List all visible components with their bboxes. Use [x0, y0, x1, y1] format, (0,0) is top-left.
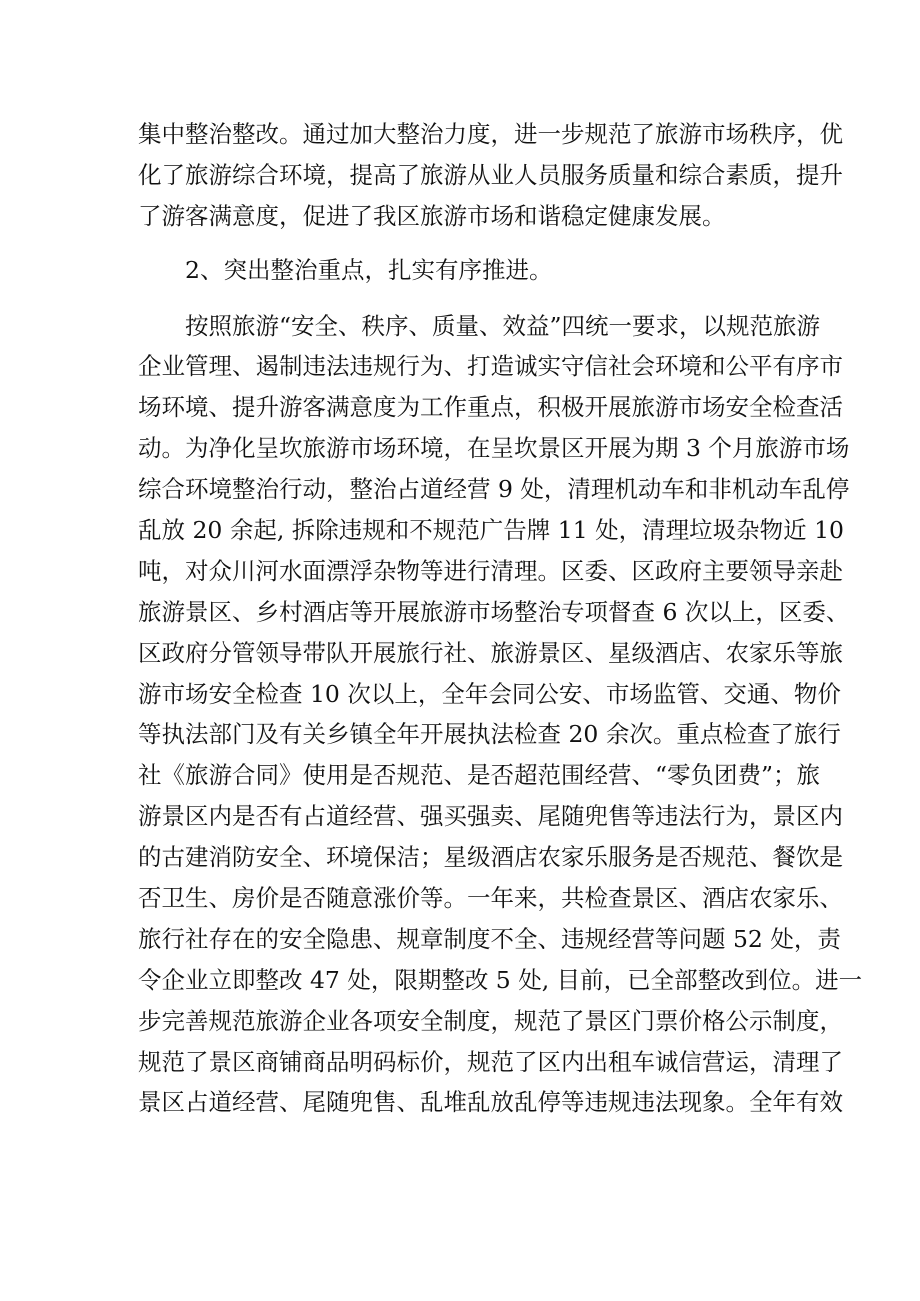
text-line: 按照旅游“安全、秩序、质量、效益”四统一要求，以规范旅游 — [185, 311, 821, 340]
paragraph-1 — [138, 114, 843, 237]
text-line: 的古建消防安全、环境保洁；星级酒店农家乐服务是否规范、餐饮是 — [138, 843, 843, 872]
text-line: 场环境、提升游客满意度为工作重点，积极开展旅游市场安全检查活 — [138, 393, 843, 422]
text-line: 游市场安全检查 10 次以上，全年会同公安、市场监管、交通、物价 — [138, 679, 841, 708]
text-line: 社《旅游合同》使用是否规范、是否超范围经营、“零负团费”；旅 — [138, 761, 821, 790]
text-line: 动。为净化呈坎旅游市场环境，在呈坎景区开展为期 3 个月旅游市场 — [138, 434, 850, 463]
text-line: 景区占道经营、尾随兜售、乱堆乱放乱停等违规违法现象。全年有效 — [138, 1088, 843, 1117]
text-line: 令企业立即整改 47 处，限期整改 5 处, 目前，已全部整改到位。进一 — [138, 965, 863, 994]
text-line: 吨，对众川河水面漂浮杂物等进行清理。区委、区政府主要领导亲赴 — [138, 556, 843, 585]
text-line: 游景区内是否有占道经营、强买强卖、尾随兜售等违法行为，景区内 — [138, 802, 843, 831]
text-line: 旅游景区、乡村酒店等开展旅游市场整治专项督查 6 次以上，区委、 — [138, 597, 850, 626]
text-line: 企业管理、遏制违法违规行为、打造诚实守信社会环境和公平有序市 — [138, 352, 843, 381]
text-line: 乱放 20 余起, 拆除违规和不规范广告牌 11 处，清理垃圾杂物近 10 — [138, 516, 844, 545]
text-line: 等执法部门及有关乡镇全年开展执法检查 20 余次。重点检查了旅行 — [138, 720, 841, 749]
document-body — [138, 114, 863, 1123]
paragraph-2 — [138, 306, 863, 1124]
text-line: 规范了景区商铺商品明码标价，规范了区内出租车诚信营运，清理了 — [138, 1047, 843, 1076]
section-heading-text: 2、突出整治重点，扎实有序推进。 — [185, 255, 553, 284]
text-line: 化了旅游综合环境，提高了旅游从业人员服务质量和综合素质，提升 — [138, 160, 843, 189]
text-line: 区政府分管领导带队开展旅行社、旅游景区、星级酒店、农家乐等旅 — [138, 638, 843, 667]
text-line: 综合环境整治行动，整治占道经营 9 处，清理机动车和非机动车乱停 — [138, 475, 850, 504]
section-heading-2 — [138, 250, 798, 291]
text-line: 旅行社存在的安全隐患、规章制度不全、违规经营等问题 52 处，责 — [138, 924, 841, 953]
text-line: 集中整治整改。通过加大整治力度，进一步规范了旅游市场秩序，优 — [138, 120, 843, 148]
text-line: 步完善规范旅游企业各项安全制度，规范了景区门票价格公示制度， — [138, 1006, 843, 1035]
text-line: 了游客满意度，促进了我区旅游市场和谐稳定健康发展。 — [138, 201, 726, 230]
text-line: 否卫生、房价是否随意涨价等。一年来，共检查景区、酒店农家乐、 — [138, 884, 843, 913]
